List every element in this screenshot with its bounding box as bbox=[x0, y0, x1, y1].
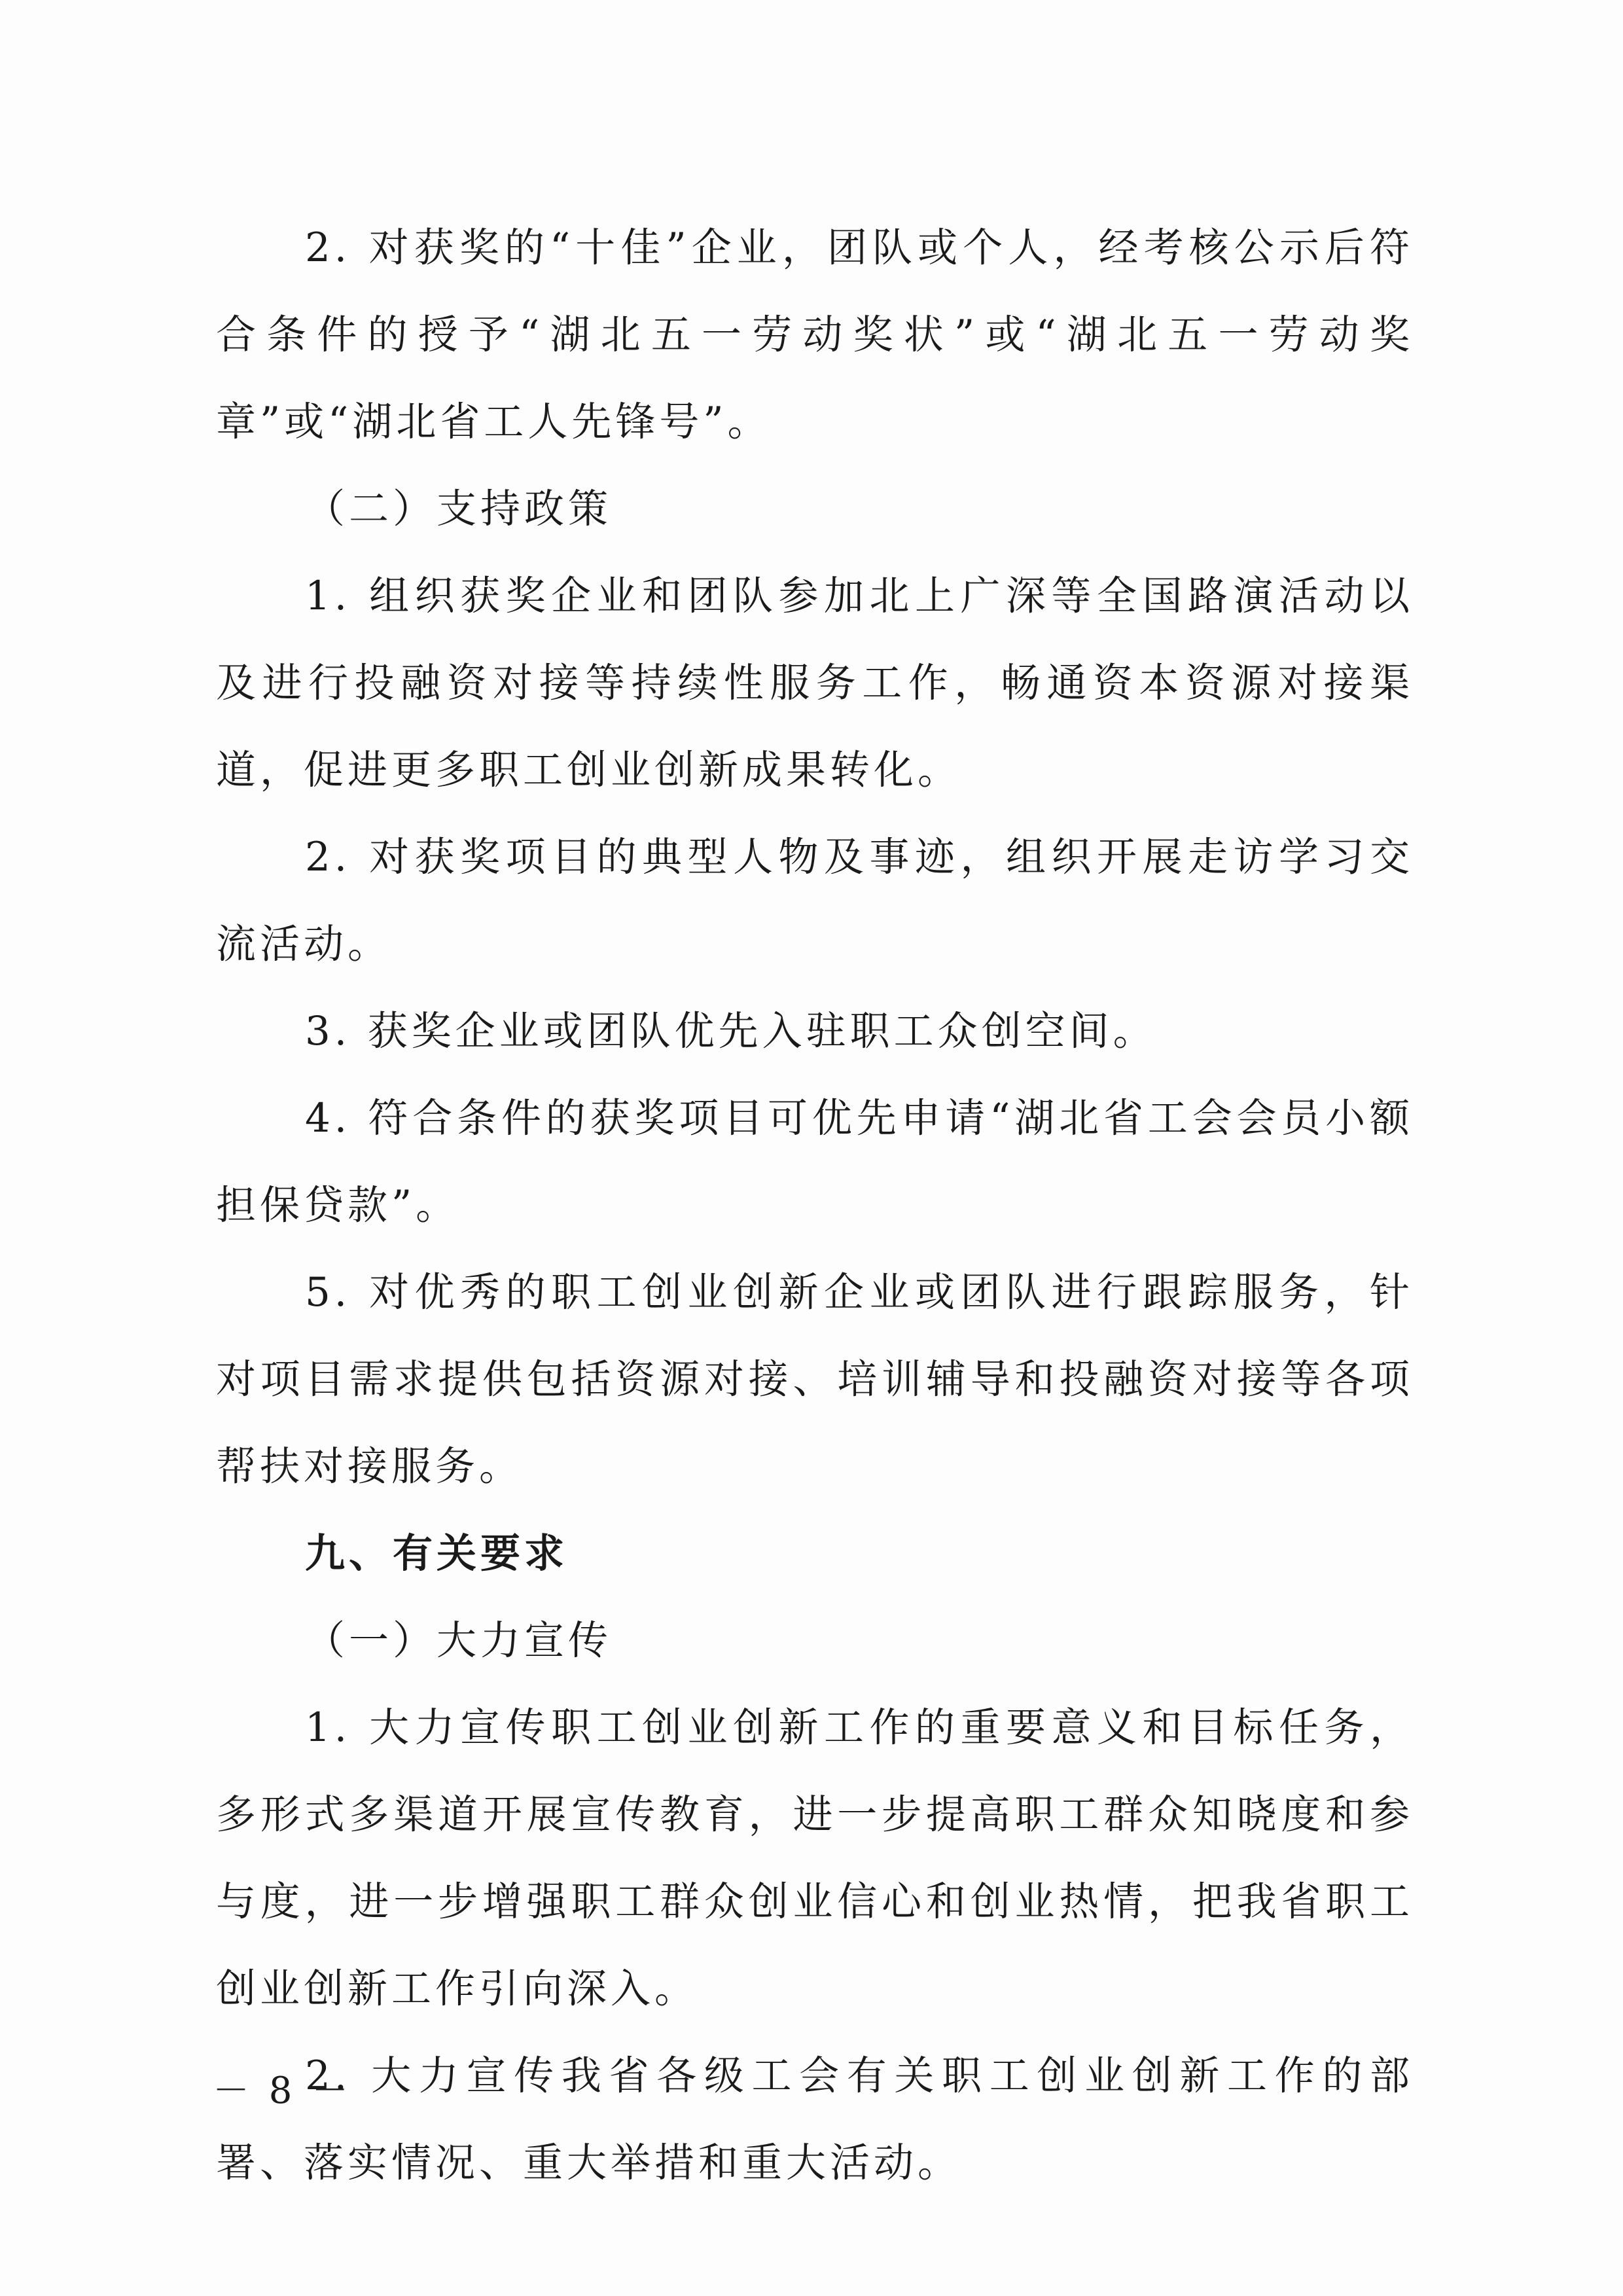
section-heading-support-policy: （二）支持政策 bbox=[305, 486, 613, 532]
section-heading-publicity: （一）大力宣传 bbox=[305, 1617, 613, 1664]
paragraph-award-honors: 2. 对获奖的“十佳”企业，团队或个人，经考核公示后符合条件的授予“湖北五一劳动奖状”或“湖北五一劳动奖章”或“湖北省工人先锋号”。 bbox=[216, 224, 1414, 445]
paragraph-policy-5: 5. 对优秀的职工创业创新企业或团队进行跟踪服务，针对项目需求提供包括资源对接、培训辅导和投融资对接等各项帮扶对接服务。 bbox=[216, 1269, 1414, 1490]
paragraph-policy-2: 2. 对获奖项目的典型人物及事迹，组织开展走访学习交流活动。 bbox=[216, 834, 1414, 967]
section-heading-requirements: 九、有关要求 bbox=[305, 1530, 569, 1577]
paragraph-policy-3: 3. 获奖企业或团队优先入驻职工众创空间。 bbox=[305, 1008, 1157, 1054]
paragraph-policy-1: 1. 组织获奖企业和团队参加北上广深等全国路演活动以及进行投融资对接等持续性服务工作，畅通资本资源对接渠道，促进更多职工创业创新成果转化。 bbox=[216, 573, 1414, 793]
page-number: － 8 － bbox=[213, 2070, 353, 2112]
paragraph-publicity-2: 2. 大力宣传我省各级工会有关职工创业创新工作的部署、落实情况、重大举措和重大活动。 bbox=[216, 2053, 1414, 2186]
document-body bbox=[216, 204, 1414, 2206]
paragraph-policy-4: 4. 符合条件的获奖项目可优先申请“湖北省工会会员小额担保贷款”。 bbox=[216, 1095, 1414, 1229]
paragraph-publicity-1: 1. 大力宣传职工创业创新工作的重要意义和目标任务，多形式多渠道开展宣传教育，进一步提高职工群众知晓度和参与度，进一步增强职工群众创业信心和创业热情，把我省职工创业创新工作引向深入。 bbox=[216, 1704, 1414, 2012]
